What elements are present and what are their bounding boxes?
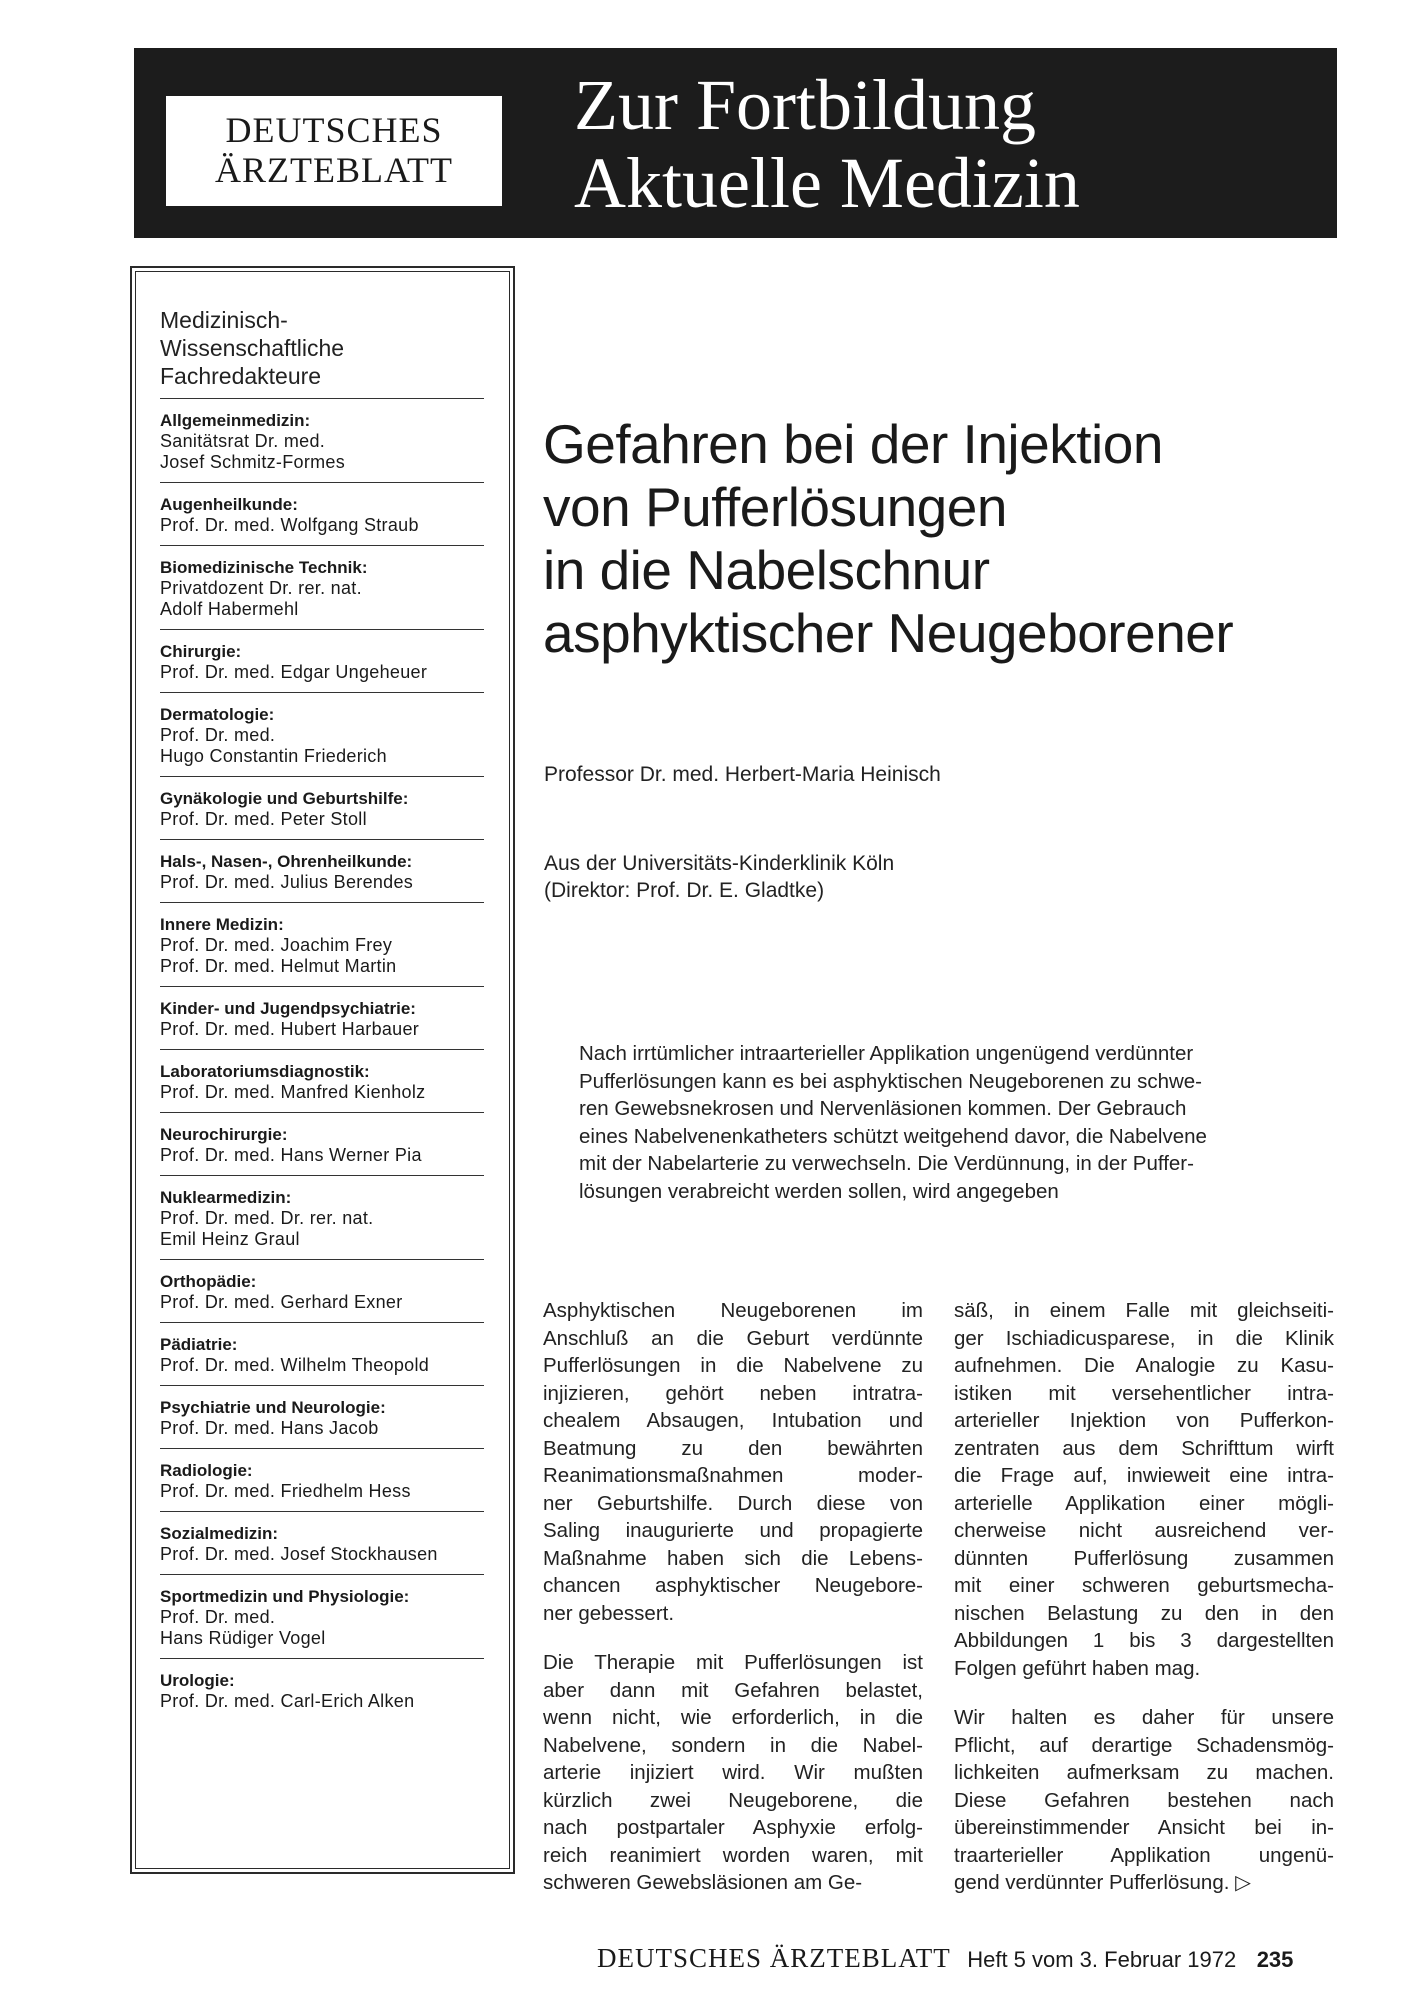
editor-name: Prof. Dr. med. Wilhelm Theopold [160, 1355, 430, 1375]
body-line: Anschluß an die Geburt verdünnte [543, 1326, 923, 1350]
body-line: Beatmung zu den bewährten [543, 1436, 923, 1460]
body-line: aufnehmen. Die Analogie zu Kasu- [954, 1354, 1334, 1377]
editor-name: Josef Schmitz-Formes [160, 452, 346, 472]
editor-entry [160, 398, 484, 482]
editor-entry [160, 1385, 484, 1448]
editors-sidebar [130, 266, 515, 1874]
editor-field: Innere Medizin: [160, 915, 284, 934]
body-line: aber dann mit Gefahren belastet, [543, 1678, 923, 1702]
body-line: mit einer schweren geburtsmecha- [954, 1574, 1334, 1597]
editor-name: Prof. Dr. med. Edgar Ungeheuer [160, 662, 428, 682]
editor-entry [160, 1259, 484, 1322]
editor-field: Dermatologie: [160, 705, 275, 724]
body-column-left [543, 1297, 923, 1919]
editor-name: Prof. Dr. med. Helmut Martin [160, 956, 397, 976]
body-line: reich reanimiert worden waren, mit [543, 1843, 923, 1867]
editor-entry [160, 839, 484, 902]
editor-field: Biomedizinische Technik: [160, 558, 368, 577]
body-line: Pflicht, auf derartige Schadensmög- [954, 1733, 1334, 1757]
editor-name: Emil Heinz Graul [160, 1229, 300, 1249]
editor-field: Allgemeinmedizin: [160, 411, 311, 430]
body-line: cherweise nicht ausreichend ver- [954, 1519, 1334, 1542]
editor-field: Hals-, Nasen-, Ohrenheilkunde: [160, 852, 413, 871]
editor-entry [160, 1511, 484, 1574]
body-line: Folgen geführt haben mag. [954, 1656, 1201, 1680]
body-line: traarterieller Applikation ungenü- [954, 1843, 1334, 1867]
sidebar-heading-line: Medizinisch- [160, 307, 288, 333]
journal-logo [166, 96, 502, 206]
editor-entry [160, 545, 484, 629]
editor-name: Prof. Dr. med. Hubert Harbauer [160, 1019, 420, 1039]
editor-field: Sportmedizin und Physiologie: [160, 1587, 410, 1606]
body-line: chealem Absaugen, Intubation und [543, 1409, 923, 1432]
body-line: nach postpartaler Asphyxie erfolg- [543, 1816, 923, 1839]
section-title-line-2: Aktuelle Medizin [574, 143, 1080, 223]
body-line: Wir halten es daher für unsere [954, 1706, 1334, 1729]
body-line: kürzlich zwei Neugeborene, die [543, 1788, 923, 1812]
abstract-line: mit der Nabelarterie zu verwechseln. Die Verdünnung, in der Puffer- [579, 1152, 1194, 1175]
body-line: Diese Gefahren bestehen nach [954, 1788, 1334, 1812]
editors-list [160, 398, 484, 1721]
body-line: säß, in einem Falle mit gleichseiti- [954, 1299, 1334, 1322]
article-affiliation [544, 850, 894, 904]
editor-name: Prof. Dr. med. Manfred Kienholz [160, 1082, 426, 1102]
section-title-line-1: Zur Fortbildung [574, 65, 1036, 145]
editor-field: Nuklearmedizin: [160, 1188, 292, 1207]
editor-field: Psychiatrie und Neurologie: [160, 1398, 386, 1417]
editor-field: Augenheilkunde: [160, 495, 298, 514]
body-line: Reanimationsmaßnahmen moder- [543, 1464, 923, 1487]
editor-name: Prof. Dr. med. [160, 725, 276, 745]
affiliation-line: Aus der Universitäts-Kinderklinik Köln [544, 852, 895, 875]
body-line: ger Ischiadicusparese, in die Klinik [954, 1326, 1334, 1350]
article-title [543, 413, 1233, 665]
editor-field: Laboratoriumsdiagnostik: [160, 1062, 370, 1081]
body-paragraph [954, 1704, 1334, 1897]
editor-entry [160, 482, 484, 545]
body-line: übereinstimmender Ansicht bei in- [954, 1816, 1334, 1839]
body-paragraph [954, 1297, 1334, 1682]
editor-name: Hugo Constantin Friederich [160, 746, 387, 766]
body-line: arterielle Applikation einer mögli- [954, 1491, 1334, 1515]
editor-name: Hans Rüdiger Vogel [160, 1628, 326, 1648]
editor-name: Prof. Dr. med. Carl-Erich Alken [160, 1691, 415, 1711]
editor-name: Prof. Dr. med. Hans Werner Pia [160, 1145, 422, 1165]
body-line: zentraten aus dem Schrifttum wirft [954, 1436, 1334, 1460]
editor-field: Urologie: [160, 1671, 235, 1690]
editor-entry [160, 986, 484, 1049]
body-column-right [954, 1297, 1334, 1919]
editor-entry [160, 1112, 484, 1175]
body-line: die Frage auf, inwieweit eine intra- [954, 1464, 1334, 1487]
article-title-line: in die Nabelschnur [543, 539, 990, 601]
body-line: lichkeiten aufmerksam zu machen. [954, 1761, 1334, 1784]
sidebar-heading-line: Fachredakteure [160, 363, 322, 389]
editor-name: Sanitätsrat Dr. med. [160, 431, 326, 451]
article-title-line: Gefahren bei der Injektion [543, 413, 1163, 475]
body-line: Abbildungen 1 bis 3 dargestellten [954, 1629, 1334, 1652]
editor-field: Kinder- und Jugendpsychiatrie: [160, 999, 416, 1018]
abstract-line: eines Nabelvenenkatheters schützt weitgehend davor, die Nabelvene [579, 1124, 1207, 1148]
editor-entry [160, 1049, 484, 1112]
editor-name: Privatdozent Dr. rer. nat. [160, 578, 362, 598]
editor-field: Gynäkologie und Geburtshilfe: [160, 789, 409, 808]
body-line: arterieller Injektion von Pufferkon- [954, 1409, 1334, 1432]
body-line: schweren Gewebsläsionen am Ge- [543, 1871, 863, 1894]
editor-name: Prof. Dr. med. Dr. rer. nat. [160, 1208, 374, 1228]
sidebar-heading-line: Wissenschaftliche [160, 335, 345, 361]
article-author: Professor Dr. med. Herbert-Maria Heinisch [544, 763, 941, 786]
body-line: injizieren, gehört neben intratra- [543, 1381, 923, 1405]
header-banner [134, 48, 1337, 238]
body-line: arterie injiziert wird. Wir mußten [543, 1761, 923, 1784]
section-title [574, 66, 1080, 222]
editor-entry [160, 1322, 484, 1385]
editor-field: Orthopädie: [160, 1272, 257, 1291]
editor-entry [160, 1658, 484, 1721]
body-line: Pufferlösungen in die Nabelvene zu [543, 1354, 923, 1377]
body-line: Saling inaugurierte und propagierte [543, 1519, 923, 1542]
editor-entry [160, 776, 484, 839]
editor-field: Neurochirurgie: [160, 1125, 288, 1144]
editor-entry [160, 902, 484, 986]
body-line: Die Therapie mit Pufferlösungen ist [543, 1651, 923, 1674]
editor-name: Prof. Dr. med. Hans Jacob [160, 1418, 379, 1438]
body-line: wenn nicht, wie erforderlich, in die [543, 1706, 923, 1729]
editor-entry [160, 1175, 484, 1259]
editor-field: Radiologie: [160, 1461, 253, 1480]
body-line: nischen Belastung zu den in den [954, 1601, 1334, 1625]
editor-field: Sozialmedizin: [160, 1524, 279, 1543]
abstract-line: Nach irrtümlicher intraarterieller Applikation ungenügend verdünnter [579, 1042, 1194, 1065]
editor-name: Adolf Habermehl [160, 599, 299, 619]
body-line: ner gebessert. [543, 1601, 675, 1625]
editor-name: Prof. Dr. med. Friedhelm Hess [160, 1481, 411, 1501]
editor-name: Prof. Dr. med. Joachim Frey [160, 935, 393, 955]
article-abstract [579, 1040, 1314, 1205]
abstract-line: ren Gewebsnekrosen und Nervenläsionen kommen. Der Gebrauch [579, 1097, 1187, 1120]
abstract-line: Pufferlösungen kann es bei asphyktischen Neugeborenen zu schwe- [579, 1069, 1202, 1093]
page-footer [597, 1943, 1293, 1974]
editor-name: Prof. Dr. med. [160, 1607, 276, 1627]
editor-name: Prof. Dr. med. Julius Berendes [160, 872, 414, 892]
body-line: ner Geburtshilfe. Durch diese von [543, 1491, 923, 1515]
footer-issue: Heft 5 vom 3. Februar 1972 [967, 1947, 1237, 1972]
body-line: gend verdünnter Pufferlösung. ▷ [954, 1871, 1251, 1894]
body-paragraph [543, 1649, 923, 1897]
editor-name: Prof. Dr. med. Josef Stockhausen [160, 1544, 438, 1564]
editor-entry [160, 1448, 484, 1511]
body-line: Nabelvene, sondern in die Nabel- [543, 1733, 923, 1757]
abstract-line: lösungen verabreicht werden sollen, wird angegeben [579, 1179, 1059, 1203]
editor-entry [160, 1574, 484, 1658]
editor-entry [160, 629, 484, 692]
body-line: dünnten Pufferlösung zusammen [954, 1546, 1334, 1570]
editor-field: Chirurgie: [160, 642, 242, 661]
article-title-line: von Pufferlösungen [543, 476, 1007, 538]
article-title-line: asphyktischer Neugeborener [543, 602, 1234, 664]
body-line: Maßnahme haben sich die Lebens- [543, 1546, 923, 1570]
logo-line-1: DEUTSCHES [225, 110, 443, 150]
body-line: istiken mit versehentlicher intra- [954, 1381, 1334, 1405]
editor-field: Pädiatrie: [160, 1335, 238, 1354]
body-line: Asphyktischen Neugeborenen im [543, 1299, 923, 1322]
editor-entry [160, 692, 484, 776]
editor-name: Prof. Dr. med. Peter Stoll [160, 809, 367, 829]
footer-journal-name: DEUTSCHES ÄRZTEBLATT [597, 1943, 951, 1973]
editor-name: Prof. Dr. med. Gerhard Exner [160, 1292, 403, 1312]
sidebar-heading [160, 306, 344, 390]
affiliation-line: (Direktor: Prof. Dr. E. Gladtke) [544, 879, 825, 902]
editor-name: Prof. Dr. med. Wolfgang Straub [160, 515, 419, 535]
body-paragraph [543, 1297, 923, 1627]
body-line: chancen asphyktischer Neugebore- [543, 1574, 923, 1597]
logo-line-2: ÄRZTEBLATT [215, 150, 453, 190]
page-number: 235 [1256, 1947, 1294, 1972]
